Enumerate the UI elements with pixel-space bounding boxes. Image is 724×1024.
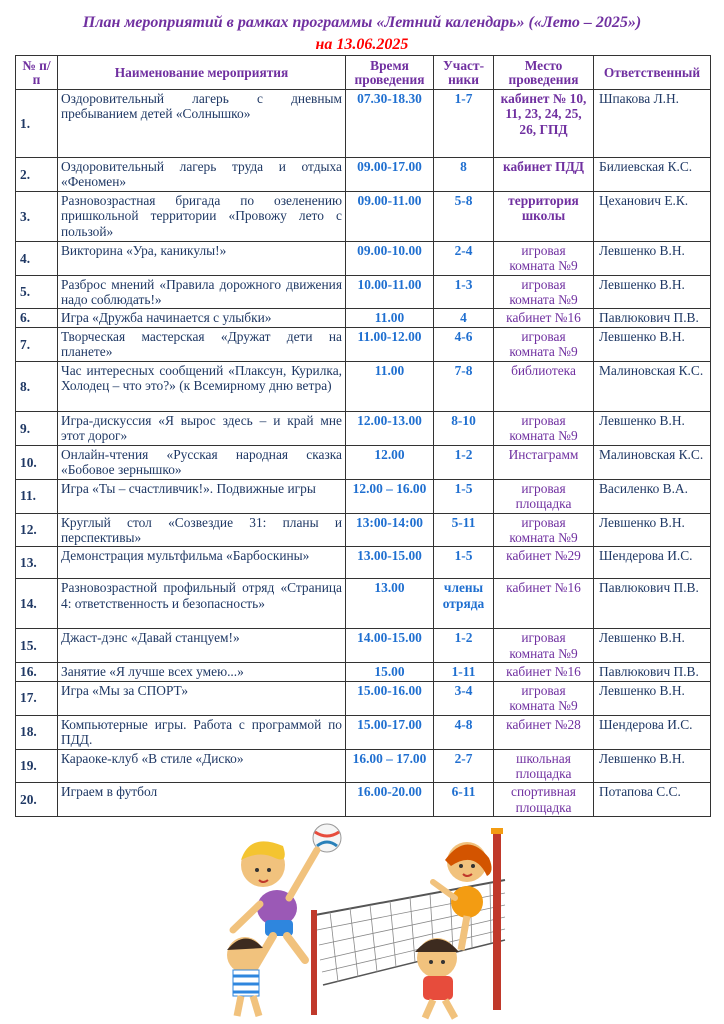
event-name: Игра «Дружба начинается с улыбки» [58, 309, 346, 327]
event-participants: 1-3 [434, 275, 494, 309]
col-header-participants: Участ-ники [434, 56, 494, 90]
event-name: Час интересных сообщений «Плаксун, Курилка, Холодец – что это?» (к Всемирному дню ветра) [58, 361, 346, 411]
table-row [16, 579, 711, 629]
table-row [16, 445, 711, 479]
event-responsible: Левшенко В.Н. [594, 275, 711, 309]
event-responsible: Левшенко В.Н. [594, 327, 711, 361]
event-time: 11.00-12.00 [346, 327, 434, 361]
table-row [16, 783, 711, 817]
event-place: игровая комната №9 [494, 411, 594, 445]
event-name: Круглый стол «Созвездие 31: планы и перспективы» [58, 513, 346, 547]
event-place: игровая комната №9 [494, 629, 594, 663]
row-number: 7. [16, 327, 58, 361]
event-time: 12.00 [346, 445, 434, 479]
table-row [16, 241, 711, 275]
event-responsible: Потапова С.С. [594, 783, 711, 817]
event-participants: 1-2 [434, 445, 494, 479]
event-time: 09.00-11.00 [346, 191, 434, 241]
event-responsible: Василенко В.А. [594, 479, 711, 513]
col-header-responsible: Ответственный [594, 56, 711, 90]
event-responsible: Левшенко В.Н. [594, 681, 711, 715]
row-number: 4. [16, 241, 58, 275]
event-name: Караоке-клуб «В стиле «Диско» [58, 749, 346, 783]
event-time: 13:00-14:00 [346, 513, 434, 547]
col-header-place: Место проведения [494, 56, 594, 90]
table-row [16, 715, 711, 749]
event-responsible: Малиновская К.С. [594, 445, 711, 479]
event-name: Разновозрастная бригада по озеленению пришкольной территории «Провожу лето с пользой» [58, 191, 346, 241]
event-time: 11.00 [346, 309, 434, 327]
event-responsible: Павлюкович П.В. [594, 309, 711, 327]
row-number: 17. [16, 681, 58, 715]
event-name: Игра «Мы за СПОРТ» [58, 681, 346, 715]
row-number: 15. [16, 629, 58, 663]
event-name: Занятие «Я лучше всех умею...» [58, 663, 346, 681]
event-place: игровая комната №9 [494, 513, 594, 547]
event-participants: члены отряда [434, 579, 494, 629]
row-number: 5. [16, 275, 58, 309]
event-place: территория школы [494, 191, 594, 241]
event-place: кабинет №16 [494, 309, 594, 327]
event-time: 09.00-17.00 [346, 158, 434, 192]
event-responsible: Левшенко В.Н. [594, 241, 711, 275]
event-responsible: Левшенко В.Н. [594, 749, 711, 783]
event-time: 12.00-13.00 [346, 411, 434, 445]
table-row [16, 629, 711, 663]
row-number: 18. [16, 715, 58, 749]
row-number: 10. [16, 445, 58, 479]
table-row [16, 513, 711, 547]
event-place: игровая комната №9 [494, 241, 594, 275]
event-place: кабинет ПДД [494, 158, 594, 192]
event-time: 15.00-16.00 [346, 681, 434, 715]
event-responsible: Левшенко В.Н. [594, 629, 711, 663]
table-row [16, 90, 711, 158]
table-row [16, 275, 711, 309]
table-row [16, 327, 711, 361]
kid-girl-right [433, 842, 492, 950]
event-place: спортивная площадка [494, 783, 594, 817]
event-participants: 4-8 [434, 715, 494, 749]
event-time: 16.00 – 17.00 [346, 749, 434, 783]
row-number: 14. [16, 579, 58, 629]
kid-dark-hair [415, 938, 459, 1018]
row-number: 2. [16, 158, 58, 192]
event-name: Творческая мастерская «Дружат дети на планете» [58, 327, 346, 361]
row-number: 6. [16, 309, 58, 327]
event-name: Разновозрастной профильный отряд «Страница 4: ответственность и безопасность» [58, 579, 346, 629]
col-header-time: Время проведения [346, 56, 434, 90]
event-place: кабинет № 10, 11, 23, 24, 25, 26, ГПД [494, 90, 594, 158]
table-row [16, 191, 711, 241]
event-place: библиотека [494, 361, 594, 411]
event-responsible: Шендерова И.С. [594, 547, 711, 579]
event-place: кабинет №16 [494, 579, 594, 629]
event-participants: 8 [434, 158, 494, 192]
event-name: Разброс мнений «Правила дорожного движения надо соблюдать!» [58, 275, 346, 309]
event-participants: 6-11 [434, 783, 494, 817]
event-time: 16.00-20.00 [346, 783, 434, 817]
row-number: 13. [16, 547, 58, 579]
event-place: кабинет №28 [494, 715, 594, 749]
kid-striped-shirt [227, 937, 263, 1016]
event-place: кабинет №29 [494, 547, 594, 579]
event-place: игровая комната №9 [494, 327, 594, 361]
event-name: Джаст-дэнс «Давай станцуем!» [58, 629, 346, 663]
row-number: 16. [16, 663, 58, 681]
event-name: Игра-дискуссия «Я вырос здесь – и край мне этот дорог» [58, 411, 346, 445]
table-row [16, 749, 711, 783]
event-responsible: Шендерова И.С. [594, 715, 711, 749]
col-header-num: № п/п [16, 56, 58, 90]
event-name: Онлайн-чтения «Русская народная сказка «Бобовое зернышко» [58, 445, 346, 479]
event-participants: 1-5 [434, 479, 494, 513]
event-name: Играем в футбол [58, 783, 346, 817]
event-responsible: Малиновская К.С. [594, 361, 711, 411]
table-row [16, 547, 711, 579]
table-header-row [16, 56, 711, 90]
table-row [16, 309, 711, 327]
event-responsible: Цеханович Е.К. [594, 191, 711, 241]
page-title: План мероприятий в рамках программы «Летний календарь» («Лето – 2025») [82, 14, 642, 31]
row-number: 8. [16, 361, 58, 411]
event-name: Оздоровительный лагерь труда и отдыха «Феномен» [58, 158, 346, 192]
event-time: 09.00-10.00 [346, 241, 434, 275]
event-participants: 1-7 [434, 90, 494, 158]
event-participants: 2-7 [434, 749, 494, 783]
event-responsible: Павлюкович П.В. [594, 579, 711, 629]
event-place: игровая площадка [494, 479, 594, 513]
table-row [16, 663, 711, 681]
event-participants: 1-11 [434, 663, 494, 681]
event-name: Викторина «Ура, каникулы!» [58, 241, 346, 275]
event-time: 14.00-15.00 [346, 629, 434, 663]
event-place: Инстаграмм [494, 445, 594, 479]
event-name: Компьютерные игры. Работа с программой по ПДД. [58, 715, 346, 749]
event-place: школьная площадка [494, 749, 594, 783]
event-participants: 8-10 [434, 411, 494, 445]
event-participants: 3-4 [434, 681, 494, 715]
event-time: 10.00-11.00 [346, 275, 434, 309]
event-participants: 5-8 [434, 191, 494, 241]
row-number: 1. [16, 90, 58, 158]
events-table [15, 55, 711, 817]
event-responsible: Шпакова Л.Н. [594, 90, 711, 158]
event-time: 07.30-18.30 [346, 90, 434, 158]
row-number: 11. [16, 479, 58, 513]
row-number: 12. [16, 513, 58, 547]
event-time: 11.00 [346, 361, 434, 411]
event-name: Демонстрация мультфильма «Барбоскины» [58, 547, 346, 579]
event-time: 13.00-15.00 [346, 547, 434, 579]
event-time: 15.00-17.00 [346, 715, 434, 749]
event-participants: 1-5 [434, 547, 494, 579]
col-header-name: Наименование мероприятия [58, 56, 346, 90]
kids-playing-volleyball-illustration [205, 820, 535, 1020]
event-participants: 4 [434, 309, 494, 327]
event-responsible: Билиевская К.С. [594, 158, 711, 192]
table-row [16, 681, 711, 715]
date-subtitle: на 13.06.2025 [315, 36, 409, 53]
row-number: 3. [16, 191, 58, 241]
event-participants: 2-4 [434, 241, 494, 275]
event-responsible: Павлюкович П.В. [594, 663, 711, 681]
row-number: 20. [16, 783, 58, 817]
row-number: 19. [16, 749, 58, 783]
event-place: кабинет №16 [494, 663, 594, 681]
event-participants: 4-6 [434, 327, 494, 361]
event-time: 15.00 [346, 663, 434, 681]
row-number: 9. [16, 411, 58, 445]
table-row [16, 361, 711, 411]
event-participants: 1-2 [434, 629, 494, 663]
table-row [16, 158, 711, 192]
event-name: Оздоровительный лагерь с дневным пребыванием детей «Солнышко» [58, 90, 346, 158]
event-participants: 7-8 [434, 361, 494, 411]
event-time: 13.00 [346, 579, 434, 629]
event-participants: 5-11 [434, 513, 494, 547]
table-row [16, 411, 711, 445]
event-name: Игра «Ты – счастливчик!». Подвижные игры [58, 479, 346, 513]
event-responsible: Левшенко В.Н. [594, 513, 711, 547]
table-row [16, 479, 711, 513]
event-place: игровая комната №9 [494, 681, 594, 715]
event-place: игровая комната №9 [494, 275, 594, 309]
event-responsible: Левшенко В.Н. [594, 411, 711, 445]
event-time: 12.00 – 16.00 [346, 479, 434, 513]
